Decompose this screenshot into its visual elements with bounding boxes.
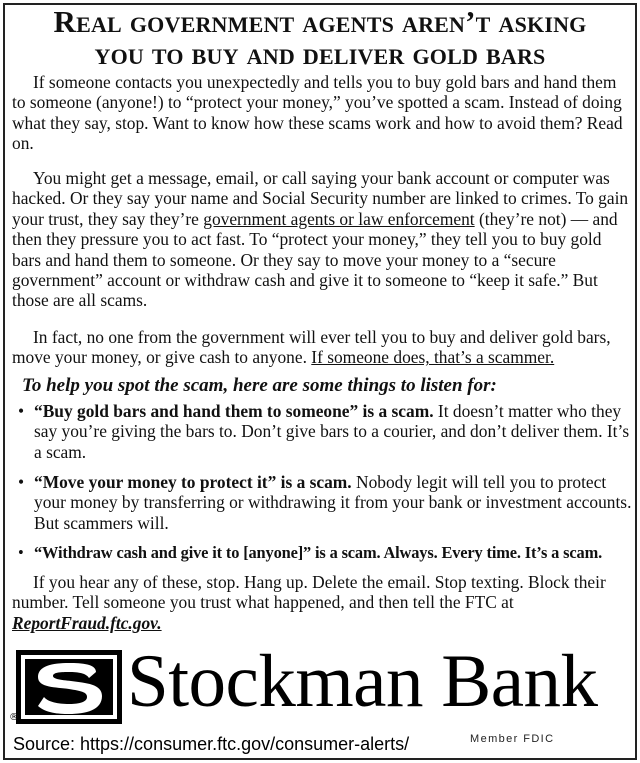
bullet-dot: • bbox=[18, 543, 24, 562]
bank-name: Stockman Bank bbox=[127, 640, 598, 723]
hacked-text-1: You might get a message, email, or call saying your bank account or computer was hacked. Or they say your name and Social Security number are linked to crimes. To gain your trust, they say they’re bbox=[12, 168, 629, 229]
bullet-3-bold: “Withdraw cash and give it to [anyone]” is a scam. Always. Every time. It’s a scam. bbox=[34, 543, 603, 562]
intro-paragraph: If someone contacts you unexpectedly and tells you to buy gold bars and hand them to someone (anyone!) to “protect your money,” you’ve spotted a scam. Instead of doing what they say, stop. Want to know how these scams work and how to avoid them? Read on. bbox=[12, 72, 623, 154]
bullet-item-move-money bbox=[16, 472, 632, 533]
scammer-statement: If someone does, that’s a scammer. bbox=[311, 347, 555, 368]
closing-text: If you hear any of these, stop. Hang up. Delete the email. Stop texting. Block their number. Tell someone you trust what happened, and then tell the FTC at bbox=[12, 572, 606, 613]
closing-paragraph bbox=[12, 572, 632, 633]
headline-line-2: you to buy and deliver gold bars bbox=[94, 36, 546, 71]
bullet-dot: • bbox=[18, 401, 25, 421]
in-fact-paragraph bbox=[12, 327, 632, 368]
spot-scam-heading: To help you spot the scam, here are some things to listen for: bbox=[22, 375, 497, 396]
bullet-dot: • bbox=[18, 472, 25, 492]
registered-mark: ® bbox=[9, 712, 19, 723]
headline-line-1: Real government agents aren’t asking bbox=[53, 4, 587, 39]
bullet-2-text: Nobody legit will tell you to protect your money by transferring or withdrawing it from your bank or investment accounts. But scammers will. bbox=[34, 472, 632, 533]
government-agents-link[interactable]: government agents or law enforcement bbox=[203, 208, 475, 229]
stockman-bank-logo-icon bbox=[16, 650, 122, 724]
in-fact-text: In fact, no one from the government will ever tell you to buy and deliver gold bars, move your money, or give cash to anyone. bbox=[12, 327, 611, 368]
bullet-1-bold: “Buy gold bars and hand them to someone” is a scam. bbox=[34, 401, 434, 421]
report-fraud-link[interactable]: ReportFraud.ftc.gov. bbox=[12, 612, 162, 633]
hacked-text-2: (they’re not) — and then they pressure you to act fast. To “protect your money,” they tell you to buy gold bars and hand them to someone. Or they say to move your money to a “secure government” account or withdraw cash and give it to someone to “keep it safe.” But those are all scams. bbox=[12, 208, 618, 311]
source-url[interactable]: Source: https://consumer.ftc.gov/consumer-alerts/ bbox=[13, 734, 410, 754]
bullet-item-gold-bars bbox=[16, 401, 632, 462]
hacked-paragraph bbox=[12, 168, 632, 311]
bullet-item-withdraw-cash bbox=[16, 543, 632, 563]
bullet-1-text: It doesn’t matter who they say you’re giving the bars to. Don’t give bars to a courier, and don’t deliver them. It’s a scam. bbox=[34, 401, 630, 462]
member-fdic: Member FDIC bbox=[470, 733, 555, 745]
bullet-2-bold: “Move your money to protect it” is a scam. bbox=[34, 472, 352, 492]
